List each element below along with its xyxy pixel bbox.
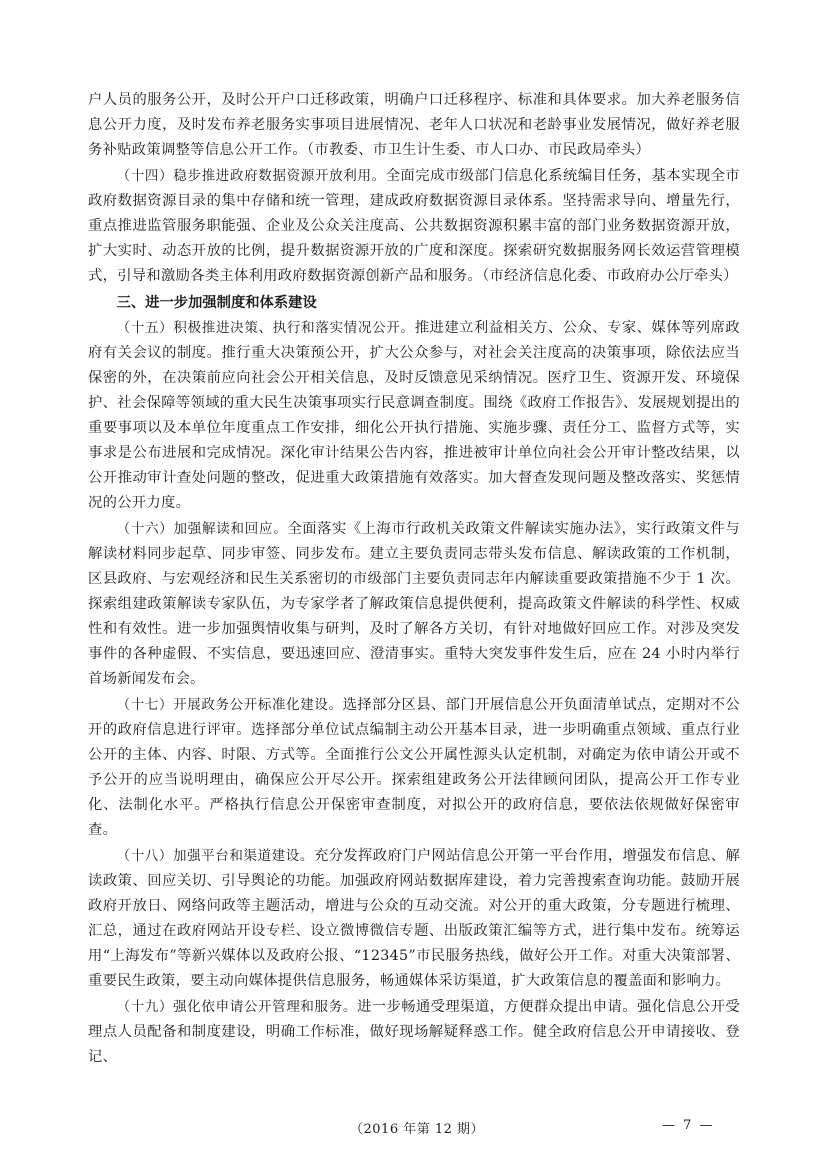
paragraph-continued [88, 88, 740, 163]
paragraph-lead: （十五）积极推进决策、执行和落实情况公开。 [116, 320, 415, 336]
paragraph-14 [88, 164, 740, 289]
paragraph-lead: （十六）加强解读和回应。 [116, 521, 288, 537]
paragraph-19 [88, 995, 740, 1070]
paragraph-18 [88, 844, 740, 994]
paragraph-text: 全面完成市级部门信息化系统编目任务，基本实现全市政府数据资源目录的集中存储和统一管理，建成政府数据资源目录体系。坚持需求导向、增量先行，重点推进监管服务职能强、企业及公众关注度高、公共数据资源积累丰富的部门业务数据资源开放，扩大实时、动态开放的比例，提升数据资源开放的广度和深度。探索研究数据服务网长效运营管理模式，引导和激励各类主体利用政府数据资源创新产品和服务。（市经济信息化委、市政府办公厅牵头） [88, 168, 740, 284]
section-heading: 三、进一步加强制度和体系建设 [116, 295, 317, 311]
page-number: — 7 — [662, 1118, 715, 1133]
paragraph-15 [88, 316, 740, 516]
paragraph-17 [88, 693, 740, 843]
paragraph-16 [88, 517, 740, 692]
paragraph-text: 选择部分区县、部门开展信息公开负面清单试点，定期对不公开的政府信息进行评审。选择部分单位试点编制主动公开基本目录，进一步明确重点领域、重点行业公开的主体、内容、时限、方式等。全面推行公文公开属性源头认定机制，对确定为依申请公开或不予公开的应当说明理由，确保应公开尽公开。探索组建政务公开法律顾问团队，提高公开工作专业化、法制化水平。严格执行信息公开保密审查制度，对拟公开的政府信息，要依法依规做好保密审查。 [88, 697, 740, 838]
paragraph-text: 户人员的服务公开，及时公开户口迁移政策，明确户口迁移程序、标准和具体要求。加大养老服务信息公开力度，及时发布养老服务实事项目进展情况、老年人口状况和老龄事业发展情况，做好养老服务补贴政策调整等信息公开工作。（市教委、市卫生计生委、市人口办、市民政局牵头） [88, 92, 740, 158]
paragraph-lead: （十九）强化依申请公开管理和服务。 [116, 999, 357, 1015]
paragraph-text: 全面落实《上海市行政机关政策文件解读实施办法》，实行政策文件与解读材料同步起草、同步审签、同步发布。建立主要负责同志带头发布信息、解读政策的工作机制，区县政府、与宏观经济和民生关系密切的市级部门主要负责同志年内解读重要政策措施不少于 1 次。探索组建政策解读专家队伍，为专家学者了解政策信息提供便利，提高政策文件解读的科学性、权威性和有效性。进一步加强舆情收集与研判，及时了解各方关切，有针对地做好回应工作。对涉及突发事件的各种虚假、不实信息，要迅速回应、澄清事实。重特大突发事件发生后，应在 24 小时内举行首场新闻发布会。 [88, 521, 740, 687]
paragraph-text: 充分发挥政府门户网站信息公开第一平台作用，增强发布信息、解读政策、回应关切、引导舆论的功能。加强政府网站数据库建设，着力完善搜索查询功能。鼓励开展政府开放日、网络问政等主题活动，增进与公众的互动交流。对公开的重大政策，分专题进行梳理、汇总，通过在政府网站开设专栏、设立微博微信专题、出版政策汇编等方式，进行集中发布。统筹运用“上海发布”等新兴媒体以及政府公报、“12345”市民服务热线，做好公开工作。对重大决策部署、重要民生政策，要主动向媒体提供信息服务，畅通媒体采访渠道，扩大政策信息的覆盖面和影响力。 [88, 848, 741, 989]
paragraph-lead: （十七）开展政务公开标准化建设。 [116, 697, 343, 713]
body-text [88, 88, 740, 1071]
issue-footer: （2016 年第 12 期） [350, 1122, 485, 1137]
paragraph-lead: （十四）稳步推进政府数据资源开放利用。 [116, 168, 386, 184]
paragraph-text: 推进建立利益相关方、公众、专家、媒体等列席政府有关会议的制度。推行重大决策预公开，扩大公众参与，对社会关注度高的决策事项，除依法应当保密的外，在决策前应向社会公开相关信息，及时反馈意见采纳情况。医疗卫生、资源开发、环境保护、社会保障等领域的重大民生决策事项实行民意调查制度。围绕《政府工作报告》、发展规划提出的重要事项以及本单位年度重点工作安排，细化公开执行措施、实施步骤、责任分工、监督方式等，实事求是公布进展和完成情况。深化审计结果公告内容，推进被审计单位向社会公开审计整改结果，以公开推动审计查处问题的整改，促进重大政策措施有效落实。加大督查发现问题及整改落实、奖惩情况的公开力度。 [88, 320, 740, 511]
paragraph-text: 进一步畅通受理渠道，方便群众提出申请。强化信息公开受理点人员配备和制度建设，明确工作标准，做好现场解疑释惑工作。健全政府信息公开申请接收、登记、 [88, 999, 740, 1065]
paragraph-lead: （十八）加强平台和渠道建设。 [116, 848, 314, 864]
